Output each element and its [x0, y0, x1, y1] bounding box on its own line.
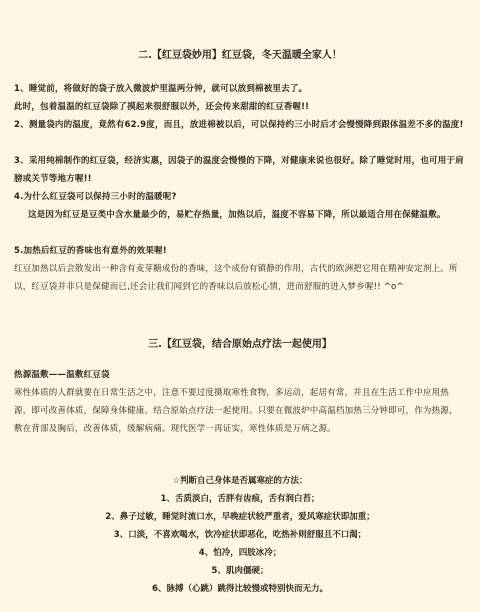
section-3-body: 寒性体质的人群就要在日常生活之中，注意不要过度摄取寒性食物，多运动，起居有常，并且在生活工作中应用热源，即可改善体质，保障身体健康。结合原始点疗法一起使用。只要在微波炉中高温档加热三分钟即可，作为热源，敷在背部及胸后，改善体质，缓解病痛。现代医学一再证实，寒性体质是万病之源。 — [14, 388, 458, 434]
checklist-heading: ☆判断自己身体是否属寒症的方法： — [172, 476, 308, 486]
section-3-subtitle: 热源温敷——温敷红豆袋 — [14, 370, 110, 380]
paragraph-5-question: 5.加热后红豆的香味也有意外的效果喔! — [14, 246, 167, 256]
paragraph-3: 3、采用纯棉制作的红豆袋，经济实惠，因袋子的温度会慢慢的下降，对健康来说也很好。除了睡觉时用，也可用于肩膀或关节等地方喔!! — [14, 156, 464, 184]
section-3-title: 三.【红豆袋，结合原始点疗法一起使用】 — [148, 339, 332, 350]
checklist-item-4: 4、怕冷，四肢冰冷； — [198, 548, 282, 558]
paragraph-4-question: 4.为什么红豆袋可以保持三小时的温暖呢? — [14, 192, 177, 202]
paragraph-4-answer: 这是因为红豆是豆类中含水量最少的，易贮存热量，加热以后，温度不容易下降，所以最适合用在保健温敷。 — [28, 210, 446, 220]
checklist-item-5: 5、肌肉僵硬； — [211, 566, 269, 576]
checklist-item-6: 6、脉搏（心跳）跳得比较慢或特别快而无力。 — [152, 584, 328, 594]
paragraph-1: 1、睡觉前，将做好的袋子放入微波炉里温两分钟，就可以放到棉被里去了。 此时，包着温温的红豆袋除了摸起来很舒服以外，还会传来甜甜的红豆香喔!! — [14, 84, 310, 112]
paragraph-2: 2、测量袋内的温度，竟然有62.9度，而且，放进棉被以后，可以保持约三小时后才会慢慢降到跟体温差不多的温度! — [14, 120, 464, 130]
paragraph-5-answer: 红豆加热以后会散发出一种含有麦芽糖成份的香味，这个成份有镇静的作用，古代的欧洲把它用在精神安定剂上。所以，红豆袋并非只是保健而已,还会让我们闻到它的香味以后放松心情，进而舒服的进入梦乡喔!! ^o^ — [14, 264, 458, 292]
checklist-item-3: 3、口淡，不喜欢喝水，饮冷症状即恶化，吃热补则舒服且不口渴； — [113, 530, 367, 540]
checklist-item-2: 2、鼻子过敏，睡觉时流口水，早晚症状较严重者，爱风寒症状即加重； — [105, 512, 375, 522]
checklist-item-1: 1、舌质淡白，舌胖有齿痕，舌有润白苔； — [160, 494, 320, 504]
section-2-title: 二.【红豆袋妙用】红豆袋，冬天温暖全家人！ — [138, 50, 342, 61]
